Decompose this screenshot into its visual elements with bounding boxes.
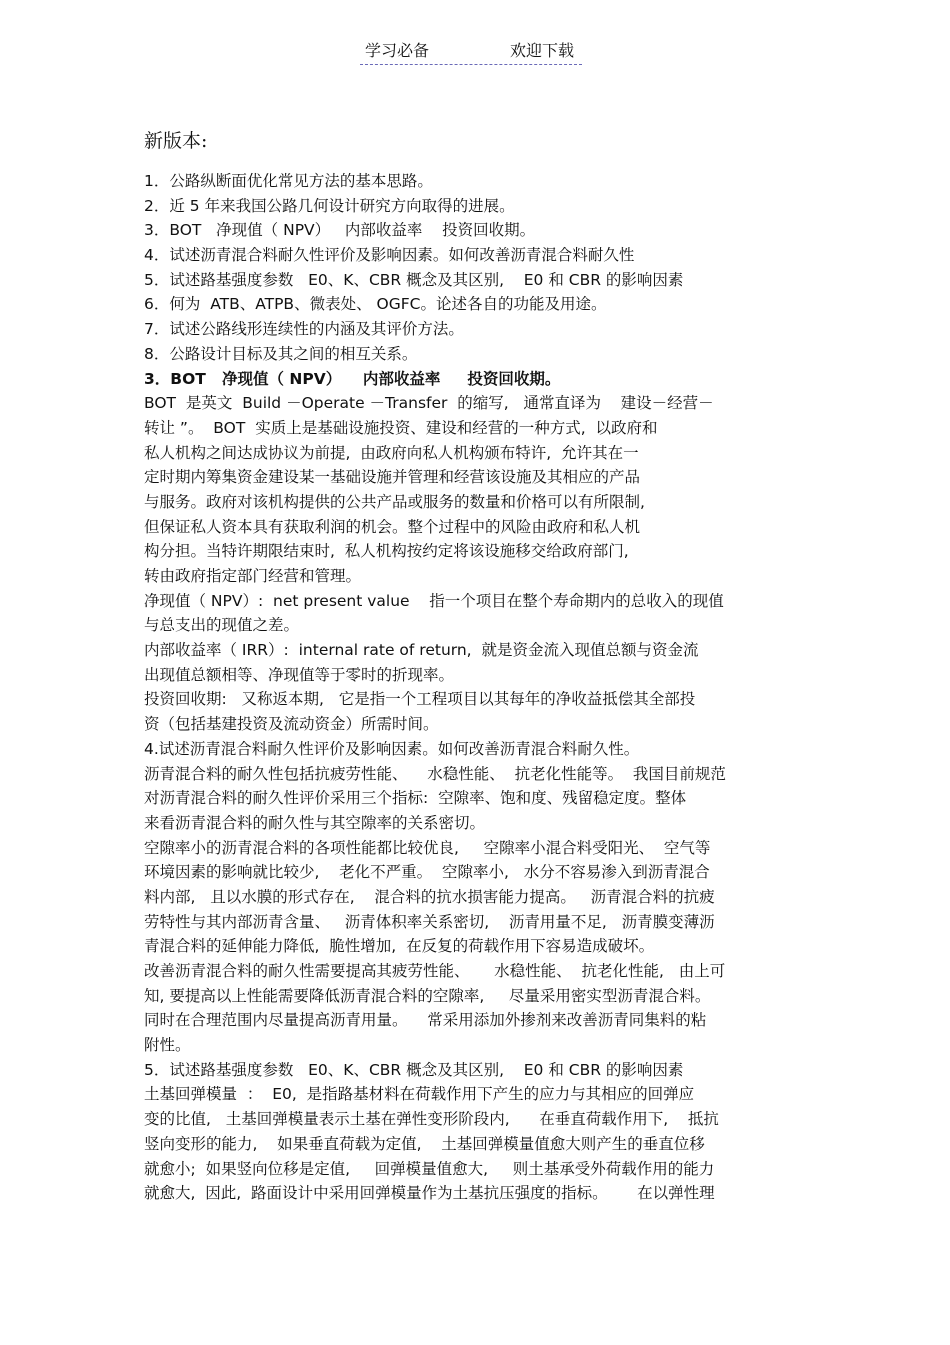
header-left-text: 学习必备 <box>365 41 430 60</box>
body-line: 同时在合理范围内尽量提高沥青用量。 常采用添加外掺剂来改善沥青同集料的粘 <box>144 1011 707 1030</box>
header-right-text: 欢迎下载 <box>510 41 575 60</box>
body-line: 变的比值, 土基回弹模量表示土基在弹性变形阶段内, 在垂直荷载作用下, 抵抗 <box>144 1110 719 1129</box>
page-header <box>360 40 582 65</box>
body-line: 转由政府指定部门经营和管理。 <box>144 567 362 585</box>
question-line: 8．公路设计目标及其之间的相互关系。 <box>144 344 418 363</box>
body-line: 改善沥青混合料的耐久性需要提高其疲劳性能、 水稳性能、 抗老化性能, 由上可 <box>144 962 726 980</box>
question-line: 3．BOT 净现值（ NPV） 内部收益率 投资回收期。 <box>144 221 536 240</box>
body-line: 转让 ”。 BOT 实质上是基础设施投资、建设和经营的一种方式, 以政府和 <box>144 418 658 437</box>
body-line: 土基回弹模量 ： E0, 是指路基材料在荷载作用下产生的应力与其相应的回弹应 <box>144 1085 695 1104</box>
body-line: 资（包括基建投资及流动资金）所需时间。 <box>144 715 439 734</box>
body-line: 但保证私人资本具有获取利润的机会。整个过程中的风险由政府和私人机 <box>144 517 641 536</box>
body-line: 与总支出的现值之差。 <box>144 616 300 635</box>
body-line: 出现值总额相等、净现值等于零时的折现率。 <box>144 665 455 684</box>
body-line: 空隙率小的沥青混合料的各项性能都比较优良, 空隙率小混合料受阳光、 空气等 <box>144 838 711 857</box>
body-line: 附性。 <box>144 1036 191 1055</box>
body-line: 就愈大, 因此, 路面设计中采用回弹模量作为土基抗压强度的指标。 在以弹性理 <box>144 1184 715 1203</box>
section-heading: 5．试述路基强度参数 E0、K、CBR 概念及其区别, E0 和 CBR 的影响因素 <box>144 1060 684 1079</box>
body-line: 净现值（ NPV）: net present value 指一个项目在整个寿命期内的总收入的现值 <box>144 591 724 610</box>
question-line: 1．公路纵断面优化常见方法的基本思路。 <box>144 172 433 190</box>
body-line: 投资回收期: 又称返本期, 它是指一个工程项目以其每年的净收益抵偿其全部投 <box>144 690 696 709</box>
body-line: 环境因素的影响就比较少, 老化不严重。 空隙率小, 水分不容易渗入到沥青混合 <box>144 863 710 882</box>
body-line: 知, 要提高以上性能需要降低沥青混合料的空隙率, 尽量采用密实型沥青混合料。 <box>144 986 711 1005</box>
body-line: 就愈小; 如果竖向位移是定值, 回弹模量值愈大, 则土基承受外荷载作用的能力 <box>144 1159 715 1178</box>
body-line: 劳特性与其内部沥青含量、 沥青体积率关系密切, 沥青用量不足, 沥青膜变薄沥 <box>144 912 715 931</box>
body-line: 沥青混合料的耐久性包括抗疲劳性能、 水稳性能、 抗老化性能等。 我国目前规范 <box>144 764 726 783</box>
body-line: 对沥青混合料的耐久性评价采用三个指标: 空隙率、饱和度、残留稳定度。整体 <box>144 789 687 808</box>
body-line: 定时期内筹集资金建设某一基础设施并管理和经营该设施及其相应的产品 <box>144 468 641 487</box>
question-line: 2．近 5 年来我国公路几何设计研究方向取得的进展。 <box>144 196 515 215</box>
question-line: 5．试述路基强度参数 E0、K、CBR 概念及其区别, E0 和 CBR 的影响因素 <box>144 270 684 289</box>
body-line: BOT 是英文 Build －Operate －Transfer 的缩写, 通常直译为 建设－经营－ <box>144 394 714 413</box>
body-line: 私人机构之间达成协议为前提, 由政府向私人机构颁布特许, 允许其在一 <box>144 443 639 462</box>
body-line: 内部收益率（ IRR）: internal rate of return, 就是资金流入现值总额与资金流 <box>144 641 699 660</box>
question-line: 7．试述公路线形连续性的内涵及其评价方法。 <box>144 320 464 339</box>
body-line: 与服务。政府对该机构提供的公共产品或服务的数量和价格可以有所限制, <box>144 492 645 511</box>
document-title: 新版本: <box>144 130 208 152</box>
body-line: 来看沥青混合料的耐久性与其空隙率的关系密切。 <box>144 813 486 832</box>
body-line: 青混合料的延伸能力降低, 脆性增加, 在反复的荷载作用下容易造成破坏。 <box>144 937 655 956</box>
body-line: 构分担。当特许期限结束时, 私人机构按约定将该设施移交给政府部门, <box>144 542 629 561</box>
question-line: 6．何为 ATB、ATPB、微表处、 OGFC。论述各自的功能及用途。 <box>144 295 607 314</box>
document-body <box>144 169 824 1206</box>
section-heading: 3．BOT 净现值（ NPV） 内部收益率 投资回收期。 <box>144 369 561 388</box>
body-line: 料内部, 且以水膜的形式存在, 混合料的抗水损害能力提高。 沥青混合料的抗疲 <box>144 887 715 906</box>
question-line: 4．试述沥青混合料耐久性评价及影响因素。如何改善沥青混合料耐久性 <box>144 246 635 265</box>
section-heading: 4.试述沥青混合料耐久性评价及影响因素。如何改善沥青混合料耐久性。 <box>144 739 640 758</box>
body-line: 竖向变形的能力, 如果垂直荷载为定值, 土基回弹模量值愈大则产生的垂直位移 <box>144 1134 705 1153</box>
